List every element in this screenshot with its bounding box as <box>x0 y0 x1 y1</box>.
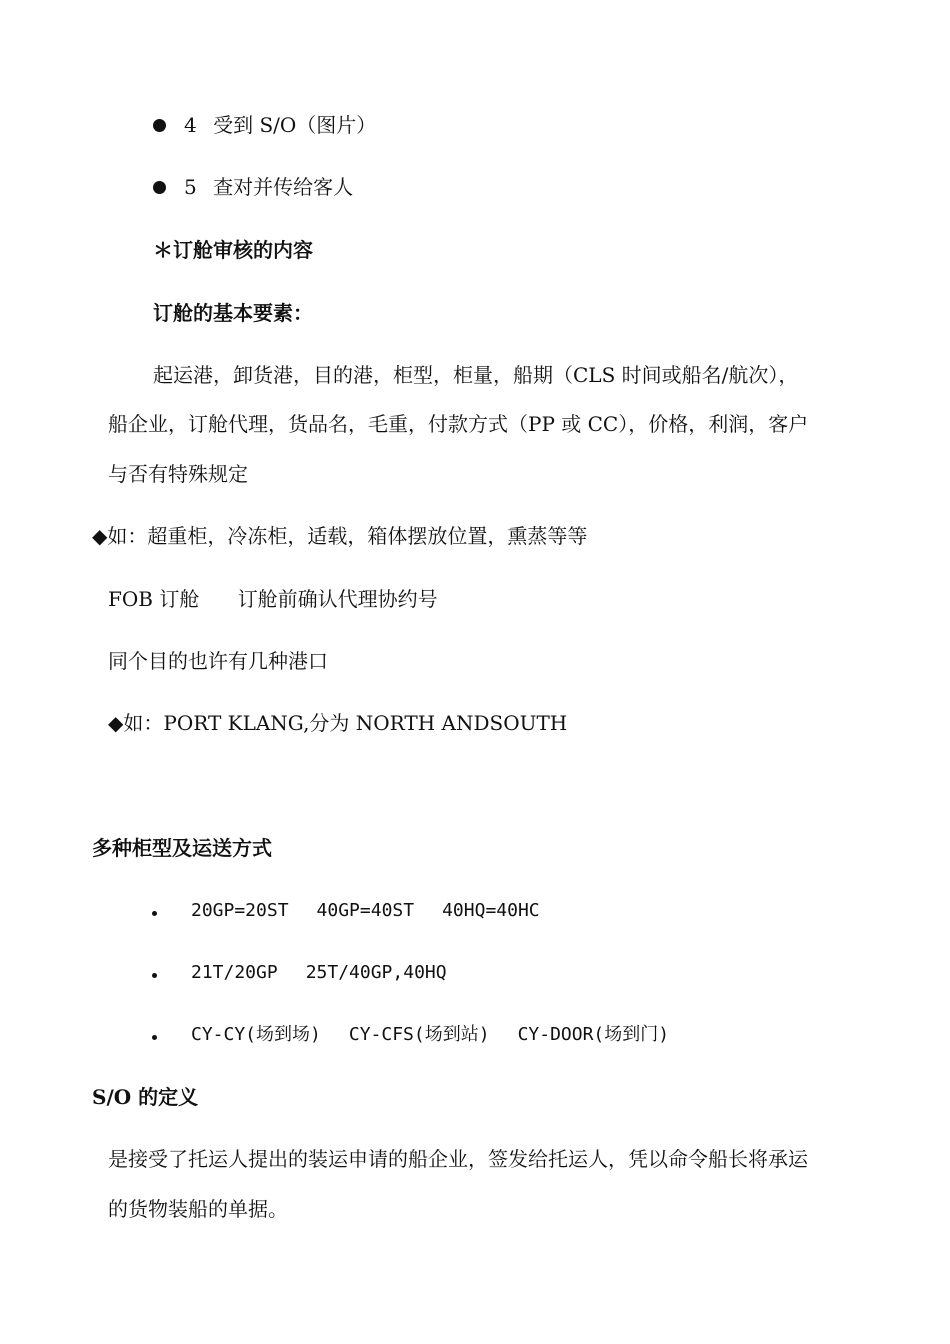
transport-cy-cfs: CY-CFS(场到站) <box>348 1024 490 1045</box>
step-4-bullet <box>153 119 166 132</box>
fob-text: 订舱前确认代理协约号 <box>237 587 438 611</box>
container-bullet-3-marker <box>152 1035 157 1040</box>
transport-cy-door: CY-DOOR(场到门) <box>517 1024 670 1045</box>
step-5-text: 查对并传给客人 <box>213 175 354 199</box>
weight-limit-40gp: 25T/40GP,40HQ <box>305 962 447 983</box>
fob-booking <box>108 585 438 613</box>
step-4 <box>184 111 376 139</box>
step-5 <box>184 173 353 201</box>
review-heading: ＊订舱审核的内容 <box>153 238 313 262</box>
container-equivalence-40gp: 40GP=40ST <box>316 900 415 921</box>
container-bullet-2-marker <box>152 973 157 978</box>
container-bullet-3 <box>191 1021 669 1049</box>
review-subheading: 订舱的基本要素： <box>153 301 313 325</box>
review-paragraph-line-2: 船企业，订舱代理，货品名，毛重，付款方式（PP 或 CC），价格，利润，客户 <box>108 412 809 436</box>
step-5-number: 5 <box>184 175 197 199</box>
fob-label: FOB 订舱 <box>108 587 200 611</box>
example-special-containers: ◆如：超重柜，冷冻柜，适载，箱体摆放位置，熏蒸等等 <box>92 524 588 548</box>
weight-limit-20gp: 21T/20GP <box>191 962 278 983</box>
container-equivalence-40hq: 40HQ=40HC <box>442 900 540 921</box>
step-4-text: 受到 S/O（图片） <box>213 113 377 137</box>
container-bullet-2 <box>191 959 447 987</box>
review-paragraph-line-1: 起运港，卸货港，目的港，柜型，柜量，船期（CLS 时间或船名/航次）， <box>153 363 799 387</box>
step-5-bullet <box>153 181 166 194</box>
so-heading: S/O 的定义 <box>92 1085 199 1109</box>
containers-heading: 多种柜型及运送方式 <box>92 836 272 860</box>
example-port-klang: ◆如：PORT KLANG,分为 NORTH ANDSOUTH <box>108 711 568 735</box>
container-bullet-1-marker <box>152 911 157 916</box>
step-4-number: 4 <box>184 113 197 137</box>
container-equivalence-20gp: 20GP=20ST <box>191 900 289 921</box>
same-destination-note: 同个目的也许有几种港口 <box>108 649 328 673</box>
so-paragraph-line-2: 的货物装船的单据。 <box>108 1197 288 1221</box>
review-paragraph-line-3: 与否有特殊规定 <box>108 462 248 486</box>
transport-cy-cy: CY-CY(场到场) <box>191 1024 321 1045</box>
so-paragraph-line-1: 是接受了托运人提出的装运申请的船企业，签发给托运人，凭以命令船长将承运 <box>108 1147 808 1171</box>
container-bullet-1 <box>191 897 540 925</box>
